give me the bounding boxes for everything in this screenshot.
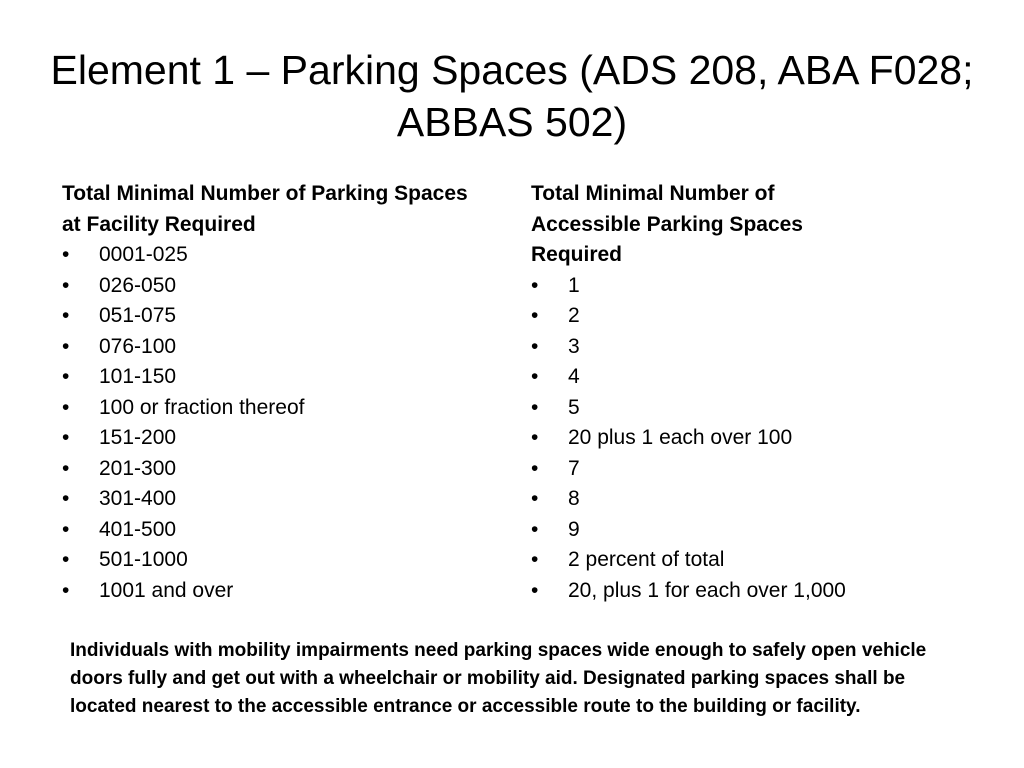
- right-list-item: [531, 454, 951, 485]
- left-list-item: [62, 545, 482, 576]
- left-list-item-text: 026-050: [99, 273, 177, 297]
- left-list-item-text: 076-100: [99, 334, 177, 358]
- left-list-item-text: 101-150: [99, 365, 177, 388]
- left-list-item-text: 151-200: [99, 426, 177, 449]
- left-list-item: [62, 393, 482, 424]
- right-list-item: [531, 545, 951, 576]
- bullet-icon: •: [62, 426, 70, 449]
- bullet-icon: •: [62, 578, 70, 602]
- left-list-item-text: 100 or fraction thereof: [99, 395, 305, 419]
- right-list-item: [531, 576, 951, 607]
- bullet-icon: •: [62, 517, 70, 541]
- right-column-heading: Total Minimal Number of Accessible Parking Spaces Required: [531, 182, 803, 266]
- bullet-icon: •: [62, 456, 70, 480]
- bullet-icon: •: [531, 426, 539, 449]
- left-list-item-text: 0001-025: [99, 243, 188, 266]
- bullet-icon: •: [531, 304, 539, 327]
- slide-title: Element 1 – Parking Spaces (ADS 208, ABA F028; ABBAS 502): [50, 47, 974, 145]
- left-list-item: [62, 423, 482, 454]
- left-list-item: [62, 576, 482, 607]
- left-list-item-text: 201-300: [99, 456, 177, 480]
- right-column: [531, 179, 951, 606]
- bullet-icon: •: [62, 243, 70, 266]
- bullet-icon: •: [62, 395, 70, 419]
- right-list-item-text: 9: [568, 517, 580, 541]
- left-list-item-text: 1001 and over: [99, 578, 234, 602]
- right-list-item: [531, 301, 951, 332]
- bullet-icon: •: [531, 548, 539, 571]
- right-list-item-text: 1: [568, 273, 580, 297]
- left-list-item: [62, 271, 482, 302]
- left-list-item: [62, 301, 482, 332]
- bullet-icon: •: [531, 456, 539, 480]
- right-column-list: [531, 271, 951, 607]
- right-list-item-text: 7: [568, 456, 580, 480]
- right-list-item-text: 3: [568, 334, 580, 358]
- bullet-icon: •: [62, 365, 70, 388]
- left-list-item-text: 051-075: [99, 304, 177, 327]
- right-list-item-text: 5: [568, 395, 580, 419]
- right-list-item: [531, 393, 951, 424]
- right-list-item: [531, 515, 951, 546]
- bullet-icon: •: [531, 334, 539, 358]
- bullet-icon: •: [531, 395, 539, 419]
- right-list-item-text: 2 percent of total: [568, 548, 725, 571]
- right-list-item: [531, 332, 951, 363]
- left-list-item: [62, 362, 482, 393]
- bullet-icon: •: [531, 365, 539, 388]
- right-list-item-text: 2: [568, 304, 580, 327]
- left-list-item-text: 301-400: [99, 487, 177, 510]
- left-list-item: [62, 484, 482, 515]
- bullet-icon: •: [531, 578, 539, 602]
- bullet-icon: •: [62, 304, 70, 327]
- right-list-item: [531, 423, 951, 454]
- bullet-icon: •: [62, 273, 70, 297]
- left-list-item: [62, 332, 482, 363]
- right-list-item-text: 8: [568, 487, 580, 510]
- bullet-icon: •: [62, 487, 70, 510]
- left-column-list: [62, 240, 482, 606]
- bullet-icon: •: [531, 273, 539, 297]
- bullet-icon: •: [62, 334, 70, 358]
- left-column: [62, 179, 482, 606]
- left-list-item-text: 401-500: [99, 517, 177, 541]
- bullet-icon: •: [62, 548, 70, 571]
- right-list-item-text: 20 plus 1 each over 100: [568, 426, 793, 449]
- bullet-icon: •: [531, 487, 539, 510]
- right-list-item: [531, 271, 951, 302]
- right-list-item: [531, 362, 951, 393]
- bullet-icon: •: [531, 517, 539, 541]
- left-list-item-text: 501-1000: [99, 548, 188, 571]
- left-list-item: [62, 515, 482, 546]
- footer-note: Individuals with mobility impairments need parking spaces wide enough to safely open vehicle doors fully and get out with a wheelchair or mobility aid. Designated parking spaces shall be located nearest to the accessible entrance or accessible route to the building or facility.: [70, 640, 927, 717]
- left-list-item: [62, 240, 482, 271]
- right-list-item-text: 20, plus 1 for each over 1,000: [568, 578, 846, 602]
- right-list-item: [531, 484, 951, 515]
- left-list-item: [62, 454, 482, 485]
- right-list-item-text: 4: [568, 365, 580, 388]
- left-column-heading: Total Minimal Number of Parking Spaces at Facility Required: [62, 182, 468, 236]
